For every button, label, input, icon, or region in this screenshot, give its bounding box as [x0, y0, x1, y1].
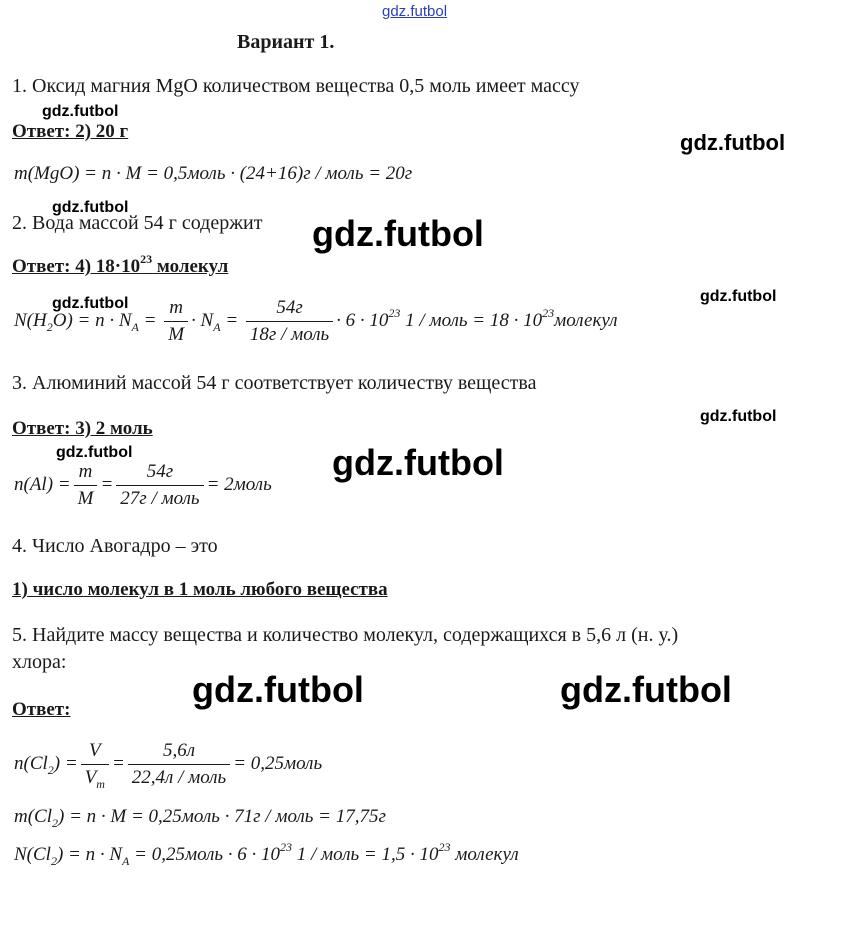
task-5-question: 5. Найдите массу вещества и количество молекул, содержащихся в 5,6 л (н. у.) [12, 624, 679, 646]
watermark: gdz.futbol [560, 669, 732, 710]
task-1-formula: m(MgO) = n · M = 0,5моль · (24+16)г / моль = 20г [14, 163, 413, 184]
task-3-formula: n(Al) = $\frac{m}{M}$ = $\frac{54г}{\text{27г / моль}}$ = 2моль [14, 461, 272, 509]
task-5-formula-1: $n(Cl_2)$ = $\frac{V}{V_m}$ = $\frac{5,6л}{\text{22,4л / моль}}$ = 0,25моль [14, 740, 323, 791]
watermark: gdz.futbol [56, 444, 133, 461]
task-1-answer: Ответ: 2) 20 г [12, 121, 129, 142]
task-5-formula-3: $N(Cl_2) = n \cdot N_A$ = 0,25моль · $6 \cdot 10^{23}$ 1 / моль = $1,5 \cdot 10^{23}$ молекул [14, 840, 519, 868]
watermark: gdz.futbol [52, 199, 129, 216]
watermark: gdz.futbol [312, 213, 484, 254]
task-4-answer: 1) число молекул в 1 моль любого вещества [12, 579, 388, 600]
watermark-top-link[interactable]: gdz.futbol [382, 3, 448, 20]
page-title: Вариант 1. [237, 31, 335, 53]
task-2-question: 2. Вода массой 54 г содержит [12, 212, 263, 234]
task-4-question: 4. Число Авогадро – это [12, 535, 218, 557]
task-2-answer: Ответ: 4) $18\cdot 10^{23}$ молекул [12, 252, 229, 277]
watermark: gdz.futbol [700, 408, 777, 425]
watermark: gdz.futbol [52, 295, 129, 312]
watermark: gdz.futbol [192, 669, 364, 710]
task-1-question: 1. Оксид магния MgO количеством вещества 0,5 моль имеет массу [12, 75, 580, 97]
watermark: gdz.futbol [332, 442, 504, 483]
watermark: gdz.futbol [42, 103, 119, 120]
task-5-question-cont: хлора: [12, 651, 67, 673]
task-5-formula-2: $m(Cl_2) = n \cdot M$ = 0,25моль · 71г / моль = 17,75г [14, 806, 386, 830]
task-2-formula: $N(H_2O) = n \cdot N_A$ = $\frac{m}{M}$ · $N_A$ = $\frac{54г}{\text{18г / моль}}$ · $6 \cdot 10^{23}$ 1 / моль = $18 \cdot 10^{23}молекул$ [14, 297, 618, 345]
task-5-answer: Ответ: [12, 699, 71, 720]
task-3-answer: Ответ: 3) 2 моль [12, 418, 153, 439]
watermark: gdz.futbol [680, 130, 786, 155]
task-3-question: 3. Алюминий массой 54 г соответствует количеству вещества [12, 372, 537, 394]
watermark: gdz.futbol [700, 288, 777, 305]
